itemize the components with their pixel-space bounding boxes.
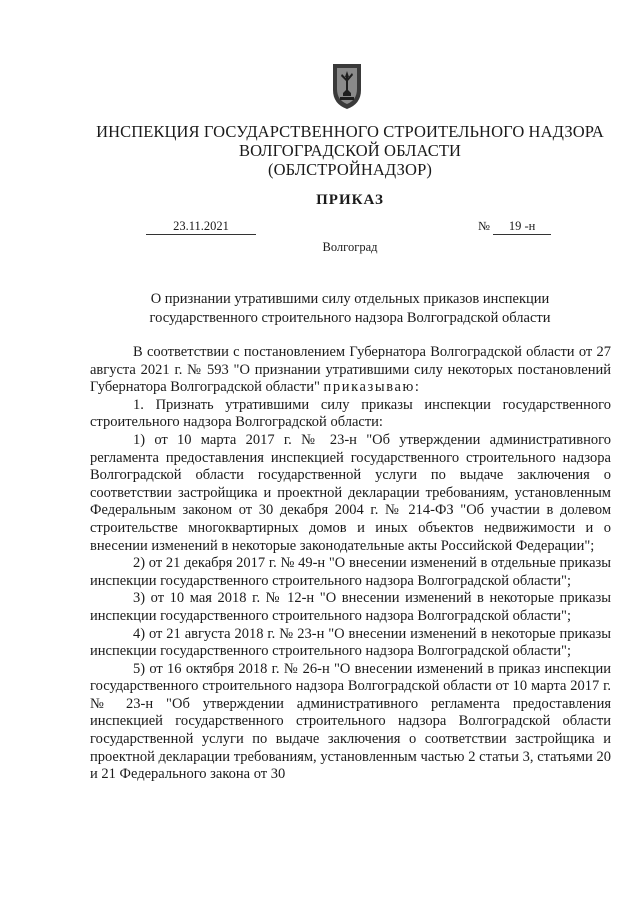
subitem-4: 4) от 21 августа 2018 г. № 23-н "О внесении изменений в некоторые приказы инспекции государственного строительного надзора Волгоградской области";: [90, 625, 611, 660]
preamble-paragraph: [90, 344, 611, 397]
coat-of-arms-icon: [330, 60, 364, 110]
subject-line-2: государственного строительного надзора Волгоградской области: [149, 310, 551, 326]
number-sign: №: [478, 219, 490, 233]
item-1: 1. Признать утратившими силу приказы инспекции государственного строительного надзора Волгоградской области:: [90, 396, 611, 431]
document-date: [146, 219, 256, 235]
preamble-text: В соответствии с постановлением Губернатора Волгоградской области от 27 августа 2021 г. № 593 "О признании утратившими силу некоторых постановлений Губернатора Волгоградской области": [90, 344, 611, 396]
number-value: 19 -н: [493, 219, 551, 235]
document-number: [478, 219, 551, 235]
date-value: 23.11.2021: [146, 219, 256, 235]
organization-header: [0, 122, 640, 179]
header-line-1: ИНСПЕКЦИЯ ГОСУДАРСТВЕННОГО СТРОИТЕЛЬНОГО НАДЗОРА: [96, 122, 604, 141]
document-subject: [0, 290, 640, 328]
document-type: ПРИКАЗ: [316, 192, 384, 208]
subitem-5: 5) от 16 октября 2018 г. № 26-н "О внесении изменений в приказ инспекции государственного строительного надзора Волгоградской области от 10 марта 2017 г. № 23-н "Об утверждении административного регламента предоставления инспекцией государственного строительного надзора Волгоградской области государственной услуги по выдаче заключения о соответствии застройщика и проектной декларации требованиям, установленным частью 2 статьи 3, статьями 20 и 21 Федерального закона от 30: [90, 660, 611, 783]
subitem-3: 3) от 10 мая 2018 г. № 12-н "О внесении изменений в некоторые приказы инспекции государственного строительного надзора Волгоградской области";: [90, 590, 611, 624]
order-word: приказываю:: [323, 379, 421, 396]
header-line-2: ВОЛГОГРАДСКОЙ ОБЛАСТИ: [238, 141, 462, 160]
document-body: [90, 344, 611, 784]
subitem-2: 2) от 21 декабря 2017 г. № 49-н "О внесении изменений в отдельные приказы инспекции государственного строительного надзора Волгоградской области";: [90, 555, 611, 589]
document-city: Волгоград: [322, 240, 378, 254]
subject-line-1: О признании утратившими силу отдельных приказов инспекции: [150, 291, 550, 307]
subitem-1: 1) от 10 марта 2017 г. № 23-н "Об утверждении административного регламента предоставления инспекцией государственного строительного надзора Волгоградской области государственной услуги по выдаче заключения о соответствии застройщика и проектной декларации требованиям, установленным Федеральным законом от 30 декабря 2004 г. № 214-ФЗ "Об участии в долевом строительстве многоквартирных домов и иных объектов недвижимости и о внесении изменений в некоторые законодательные акты Российской Федерации";: [90, 431, 611, 554]
header-line-3: (ОБЛСТРОЙНАДЗОР): [268, 160, 432, 179]
